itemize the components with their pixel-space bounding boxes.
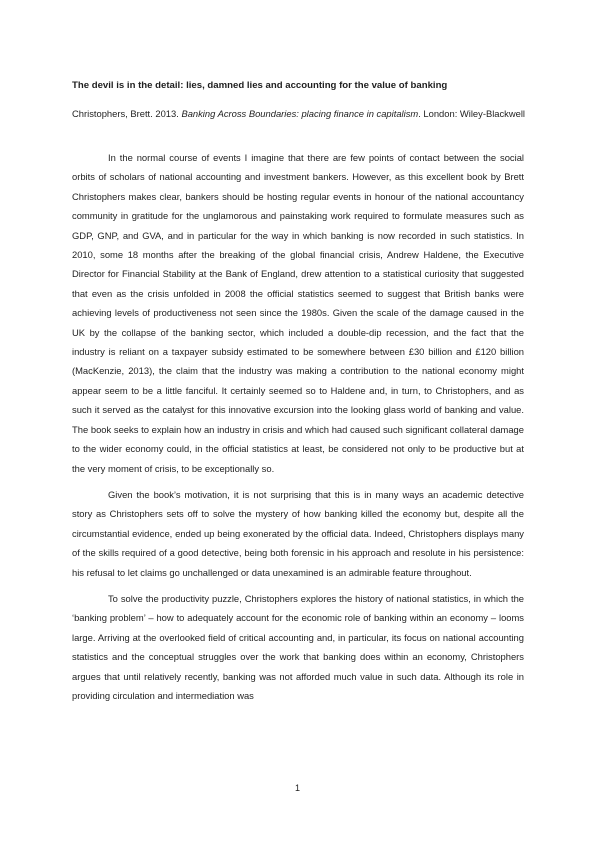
citation-authors: Christophers, Brett. 2013. [72,108,182,119]
body-text [72,148,524,712]
citation-publisher: . London: Wiley-Blackwell [418,108,526,119]
book-citation [72,104,528,124]
page-number: 1 [294,783,300,793]
document-title: The devil is in the detail: lies, damned lies and accounting for the value of banking [72,80,448,91]
citation-book-title: Banking Across Boundaries: placing finance in capitalism [181,108,419,119]
paragraph-2: Given the book’s motivation, it is not surprising that this is in many ways an academic detective story as Christophers sets off to solve the mystery of how banking killed the economy but, despite all the circumstantial evidence, ended up being exonerated by the official data. Indeed, Christophers displays many of the skills required of a good detective, being both forensic in his approach and resolute in his persistence: his refusal to let claims go unchallenged or data unexamined is an admirable feature throughout. [72,488,524,578]
paragraph-1: In the normal course of events I imagine that there are few points of contact between the social orbits of scholars of national accounting and investment bankers. However, as this excellent book by Brett Christophers makes clear, bankers should be hosting regular events in honour of the national accountancy community in gratitude for the unglamorous and painstaking work required to formulate measures such as GDP, GNP, and GVA, and in particular for the way in which banking is now recorded in such statistics. In 2010, some 18 months after the breaking of the global financial crisis, Andrew Haldene, the Executive Director for Financial Stability at the Bank of England, drew attention to a statistical curiosity that suggested that even as the crisis unfolded in 2008 the official statistics seemed to suggest that British banks were achieving levels of productiveness not seen since the 1980s. Given the scale of the damage caused in the UK by the collapse of the banking sector, which included a double-dip recession, and the fact that the industry is reliant on a taxpayer subsidy estimated to be somewhere between £30 billion and £120 billion (MacKenzie, 2013), the claim that the industry was making a contribution to the national economy might appear seem to be a little fanciful. It certainly seemed so to Haldene and, in turn, to Christophers, and as such it served as the catalyst for this innovative excursion into the looking glass world of banking and value. The book seeks to explain how an industry in crisis and which had caused such significant collateral damage to the wider economy could, in the official statistics at least, be considered not only to be productive but at the very moment of crisis, to be exceptionally so. [72,152,524,474]
paragraph-3: To solve the productivity puzzle, Christophers explores the history of national statistics, in which the ‘banking problem’ – how to adequately account for the economic role of banking within an economy – looms large. Arriving at the overlooked field of critical accounting and, in particular, its focus on national accounting statistics and the conceptual struggles over the work that banking does within an economy, Christophers argues that until relatively recently, banking was not afforded much value in such data. Although its role in providing circulation and intermediation was [72,592,524,701]
